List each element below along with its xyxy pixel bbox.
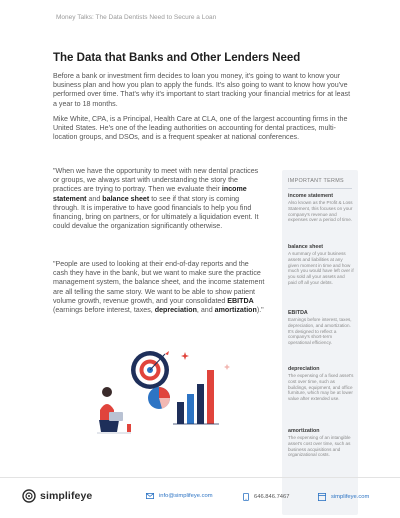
quote1-text-a: "When we have the opportunity to meet with new dental practices or groups, we always start with understanding the story the practices are trying to portray. Then we evaluate their	[53, 167, 259, 194]
quote1-text-b: and	[86, 194, 103, 203]
page-title: The Data that Banks and Other Lenders Need	[53, 52, 301, 64]
footer-divider	[0, 477, 400, 478]
phone-icon	[243, 493, 249, 501]
term-item-ebitda	[288, 310, 354, 346]
term-title: EBITDA	[288, 310, 308, 316]
term-definition: The expensing of an intangible asset's cost over time, such as business acquisitions and organizational costs.	[288, 435, 351, 458]
term-income-statement: income statement	[53, 185, 247, 203]
email-icon	[146, 493, 154, 499]
bio-paragraph: Mike White, CPA, is a Principal, Health Care at CLA, one of the largest accounting firms in the United States. He's one of the leading authorities on accounting for dental practices, multi-location groups, and DSOs, and is a frequent speaker at national conferences.	[53, 115, 348, 142]
sidebar-divider	[288, 188, 352, 189]
quote2-text-c: , and	[196, 306, 215, 315]
target-dartboard-icon	[131, 351, 169, 389]
term-balance-sheet: balance sheet	[102, 194, 150, 203]
term-depreciation: depreciation	[154, 306, 197, 315]
term-item-depreciation	[288, 366, 354, 402]
website-icon	[318, 493, 326, 501]
term-title: amortization	[288, 428, 320, 434]
financial-analysis-illustration	[95, 340, 275, 445]
footer-email[interactable]	[146, 493, 213, 499]
term-title: depreciation	[288, 366, 320, 372]
sparkle-icon	[181, 352, 230, 370]
simplifeye-logo	[22, 489, 92, 503]
term-definition: Also known as the Profit & Loss Statement, this focuses on your company's revenue and expenses over a period of time.	[288, 200, 353, 223]
term-item-amortization	[288, 428, 354, 458]
intro-paragraph: Before a bank or investment firm decides to loan you money, it's going to want to know your business plan and how you plan to apply the funds. It's also going to want to know how you've performed over time. That's why it's important to start tracking your financial metrics for at least a year to 18 months.	[53, 72, 351, 108]
page-footer	[0, 477, 400, 518]
term-title: balance sheet	[288, 244, 324, 250]
terms-sidebar	[282, 170, 358, 515]
term-title: income statement	[288, 193, 334, 199]
quote-paragraph-1	[53, 167, 265, 231]
phone-number[interactable]: 646.846.7467	[254, 494, 290, 500]
person-with-laptop-icon	[97, 387, 131, 434]
term-item-balance-sheet	[288, 244, 354, 286]
quote1-text-c: to see if that story is coming through. It is imperative to have good financials to help you find financing, bring on partners, or for ultimately a liquidation event. It could devalue the organization significantly otherwise.	[53, 194, 259, 231]
footer-website[interactable]	[318, 493, 369, 501]
pie-chart-icon	[148, 387, 170, 409]
logo-mark-icon	[22, 489, 36, 503]
email-link[interactable]: info@simplifeye.com	[159, 493, 213, 499]
term-ebitda: EBITDA	[227, 296, 254, 305]
term-item-income-statement	[288, 193, 354, 223]
sidebar-heading: IMPORTANT TERMS	[288, 178, 344, 184]
term-definition: A summary of your business assets and liabilities at any given moment in time and how much you would have left over if you sold all your assets and paid off all your debts.	[288, 251, 354, 285]
term-amortization: amortization	[214, 306, 257, 315]
bar-chart-icon	[173, 370, 219, 424]
quote-paragraph-2	[53, 260, 265, 315]
footer-phone[interactable]	[243, 493, 289, 501]
quote2-text-b: (earnings before interest, taxes,	[53, 306, 155, 315]
term-definition: Earnings before interest, taxes, depreciation, and amortization. It's designed to reflect a company's short-term operational efficiency.	[288, 317, 352, 346]
quote2-text-a: "People are used to looking at their end-of-day reports and the cash they have in the bank, but we want to make sure the practice management system, the balance sheet, and the income statement are all telling the same story. We want to be able to show patient volume growth, revenue growth, and your consolidated	[53, 260, 265, 305]
quote2-text-d: )."	[256, 306, 264, 315]
term-definition: The expensing of a fixed asset's cost over time, such as buildings, equipment, and office furniture, which may be at lower value after extended use.	[288, 373, 354, 402]
website-link[interactable]: simplifeye.com	[331, 494, 370, 500]
running-header: Money Talks: The Data Dentists Need to Secure a Loan	[56, 14, 217, 21]
logo-text: simplifeye	[40, 490, 93, 502]
